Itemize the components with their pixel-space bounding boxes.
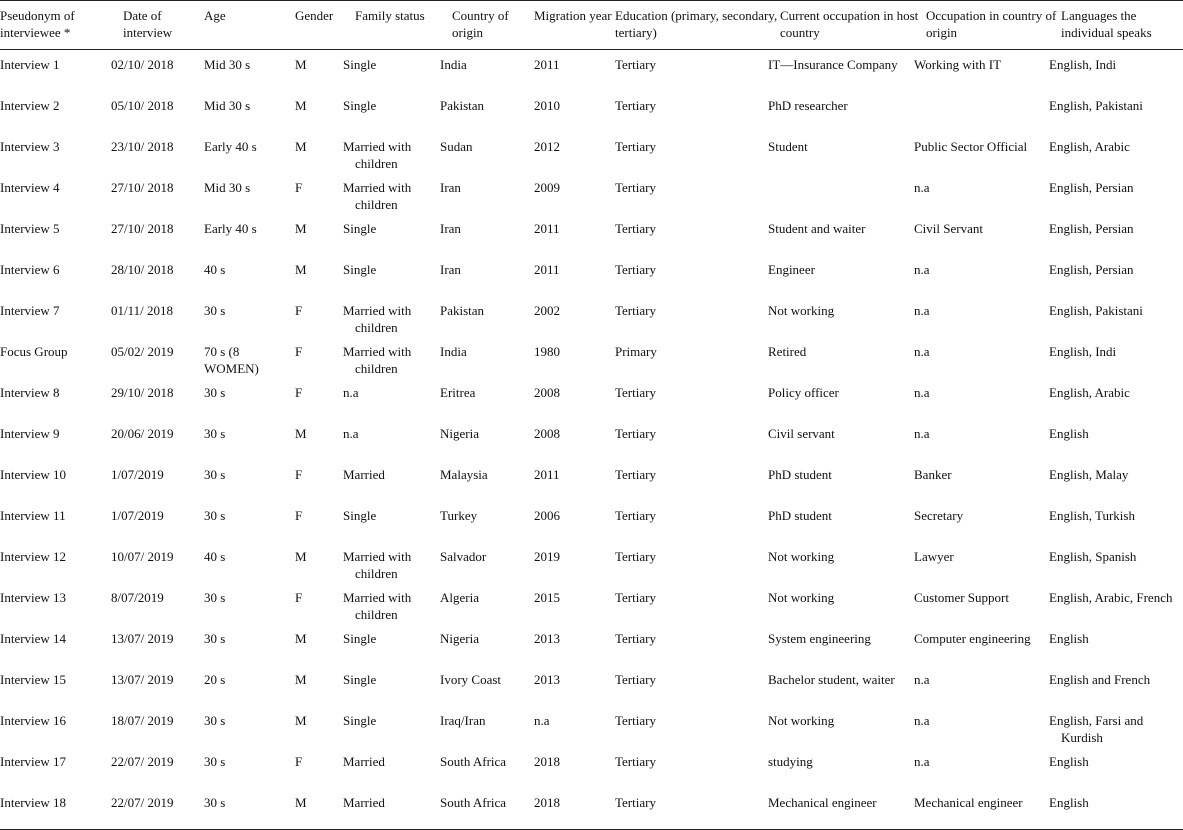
- cell-gender: M: [295, 262, 307, 277]
- table-row: [0, 50, 1183, 92]
- cell-gender: M: [295, 98, 307, 113]
- cell-languages: English: [1049, 631, 1089, 646]
- cell-languages: English, Persian: [1049, 221, 1134, 236]
- cell-origin-occupation: n.a: [914, 754, 930, 769]
- cell-languages: English, Turkish: [1049, 508, 1135, 523]
- cell-current-occupation: Not working: [768, 713, 835, 728]
- cell-age: 20 s: [204, 672, 226, 687]
- table-row: [0, 132, 1183, 173]
- cell-date: 1/07/2019: [111, 508, 164, 523]
- cell-age: 30 s: [204, 508, 226, 523]
- cell-education: Tertiary: [615, 139, 656, 154]
- cell-education: Tertiary: [615, 713, 656, 728]
- cell-migration-year: 2018: [534, 795, 560, 810]
- cell-languages: English, Pakistani: [1049, 303, 1143, 318]
- column-header-education: Education (primary, secondary, tertiary): [615, 8, 778, 40]
- cell-date: 1/07/2019: [111, 467, 164, 482]
- cell-pseudonym: Interview 15: [0, 672, 67, 687]
- cell-country: Turkey: [440, 508, 478, 523]
- cell-family-status: Married: [343, 754, 385, 769]
- cell-pseudonym: Interview 13: [0, 590, 67, 605]
- cell-education: Tertiary: [615, 57, 656, 72]
- cell-current-occupation: Not working: [768, 590, 835, 605]
- cell-gender: M: [295, 426, 307, 441]
- cell-family-status: Single: [343, 98, 377, 113]
- cell-family-status: Married with children: [343, 180, 412, 212]
- cell-age: Mid 30 s: [204, 98, 251, 113]
- cell-date: 20/06/ 2019: [111, 426, 174, 441]
- cell-pseudonym: Focus Group: [0, 344, 68, 359]
- cell-gender: M: [295, 57, 307, 72]
- cell-migration-year: 2011: [534, 467, 560, 482]
- cell-education: Tertiary: [615, 385, 656, 400]
- cell-migration-year: 2011: [534, 57, 560, 72]
- table-row: [0, 214, 1183, 255]
- cell-education: Primary: [615, 344, 657, 359]
- cell-origin-occupation: Secretary: [914, 508, 964, 523]
- cell-family-status: Single: [343, 262, 377, 277]
- column-header-country: Country of origin: [452, 8, 509, 40]
- table-header: [0, 1, 1183, 50]
- cell-date: 27/10/ 2018: [111, 221, 174, 236]
- cell-languages: English and French: [1049, 672, 1151, 687]
- cell-origin-occupation: Customer Support: [914, 590, 1009, 605]
- cell-origin-occupation: Mechanical engineer: [914, 795, 1023, 810]
- cell-current-occupation: Policy officer: [768, 385, 839, 400]
- cell-migration-year: 2006: [534, 508, 560, 523]
- cell-country: India: [440, 57, 467, 72]
- cell-country: Iran: [440, 262, 461, 277]
- cell-family-status: Married with children: [343, 303, 412, 335]
- cell-country: Iraq/Iran: [440, 713, 486, 728]
- table-row: [0, 337, 1183, 378]
- cell-current-occupation: Bachelor student, waiter: [768, 672, 895, 687]
- cell-education: Tertiary: [615, 508, 656, 523]
- column-header-migration-year: Migration year: [534, 8, 612, 23]
- header-row: [0, 1, 1183, 50]
- column-header-date: Date of interview: [123, 8, 173, 40]
- cell-current-occupation: Engineer: [768, 262, 815, 277]
- cell-gender: M: [295, 549, 307, 564]
- cell-languages: English, Persian: [1049, 262, 1134, 277]
- cell-gender: M: [295, 631, 307, 646]
- cell-migration-year: 2009: [534, 180, 560, 195]
- cell-gender: F: [295, 303, 303, 318]
- cell-country: Sudan: [440, 139, 473, 154]
- cell-country: Malaysia: [440, 467, 488, 482]
- cell-languages: English, Farsi and Kurdish: [1049, 713, 1144, 745]
- cell-country: Algeria: [440, 590, 479, 605]
- cell-age: 40 s: [204, 262, 226, 277]
- cell-family-status: Single: [343, 713, 377, 728]
- cell-family-status: Single: [343, 57, 377, 72]
- cell-languages: English, Arabic: [1049, 385, 1130, 400]
- cell-migration-year: 2011: [534, 262, 560, 277]
- cell-family-status: n.a: [343, 385, 359, 400]
- cell-migration-year: 2013: [534, 672, 560, 687]
- cell-origin-occupation: Working with IT: [914, 57, 1002, 72]
- cell-gender: M: [295, 139, 307, 154]
- cell-family-status: Married: [343, 795, 385, 810]
- cell-education: Tertiary: [615, 590, 656, 605]
- cell-age: 30 s: [204, 713, 226, 728]
- cell-gender: F: [295, 344, 303, 359]
- cell-age: Early 40 s: [204, 221, 257, 236]
- cell-family-status: Married with children: [343, 549, 412, 581]
- cell-migration-year: 2008: [534, 426, 560, 441]
- cell-languages: English, Spanish: [1049, 549, 1137, 564]
- cell-migration-year: 2015: [534, 590, 560, 605]
- cell-family-status: Married with children: [343, 139, 412, 171]
- cell-date: 22/07/ 2019: [111, 754, 174, 769]
- cell-gender: F: [295, 590, 303, 605]
- cell-education: Tertiary: [615, 98, 656, 113]
- cell-pseudonym: Interview 3: [0, 139, 60, 154]
- cell-migration-year: n.a: [534, 713, 550, 728]
- cell-current-occupation: [780, 173, 926, 214]
- cell-current-occupation: Not working: [768, 549, 835, 564]
- cell-date: 23/10/ 2018: [111, 139, 174, 154]
- cell-age: Mid 30 s: [204, 57, 251, 72]
- table-row: [0, 583, 1183, 624]
- cell-education: Tertiary: [615, 754, 656, 769]
- cell-origin-occupation: Banker: [914, 467, 952, 482]
- cell-date: 8/07/2019: [111, 590, 164, 605]
- column-header-current-occupation: Current occupation in host country: [780, 8, 919, 40]
- cell-education: Tertiary: [615, 221, 656, 236]
- cell-country: Salvador: [440, 549, 487, 564]
- cell-origin-occupation: Lawyer: [914, 549, 954, 564]
- table-row: [0, 706, 1183, 747]
- cell-origin-occupation: n.a: [914, 180, 930, 195]
- cell-pseudonym: Interview 2: [0, 98, 60, 113]
- cell-origin-occupation: n.a: [914, 303, 930, 318]
- cell-current-occupation: Retired: [768, 344, 807, 359]
- cell-family-status: Single: [343, 631, 377, 646]
- cell-age: 70 s (8 WOMEN): [204, 344, 259, 376]
- cell-languages: English, Indi: [1049, 57, 1117, 72]
- cell-family-status: n.a: [343, 426, 359, 441]
- column-header-gender: Gender: [295, 8, 334, 23]
- table-row: [0, 665, 1183, 706]
- table-row: [0, 255, 1183, 296]
- table-row: [0, 378, 1183, 419]
- cell-age: Early 40 s: [204, 139, 257, 154]
- column-header-family-status: Family status: [355, 8, 425, 23]
- cell-current-occupation: IT—Insurance Company: [768, 57, 898, 72]
- cell-age: 30 s: [204, 631, 226, 646]
- table-body: [0, 50, 1183, 830]
- cell-pseudonym: Interview 17: [0, 754, 67, 769]
- cell-gender: F: [295, 180, 303, 195]
- cell-origin-occupation: n.a: [914, 262, 930, 277]
- cell-migration-year: 2008: [534, 385, 560, 400]
- table-row: [0, 296, 1183, 337]
- cell-migration-year: 1980: [534, 344, 560, 359]
- cell-origin-occupation: Civil Servant: [914, 221, 983, 236]
- cell-gender: M: [295, 672, 307, 687]
- cell-pseudonym: Interview 1: [0, 57, 60, 72]
- cell-age: 30 s: [204, 385, 226, 400]
- cell-languages: English, Indi: [1049, 344, 1117, 359]
- cell-date: 18/07/ 2019: [111, 713, 174, 728]
- table-row: [0, 624, 1183, 665]
- cell-migration-year: 2002: [534, 303, 560, 318]
- cell-current-occupation: Not working: [768, 303, 835, 318]
- cell-date: 01/11/ 2018: [111, 303, 173, 318]
- cell-migration-year: 2019: [534, 549, 560, 564]
- table-row: [0, 91, 1183, 132]
- cell-languages: English: [1049, 795, 1089, 810]
- cell-gender: M: [295, 713, 307, 728]
- cell-date: 29/10/ 2018: [111, 385, 174, 400]
- cell-current-occupation: Mechanical engineer: [768, 795, 877, 810]
- column-header-languages: Languages the individual speaks: [1061, 8, 1152, 40]
- cell-family-status: Married with children: [343, 344, 412, 376]
- cell-education: Tertiary: [615, 180, 656, 195]
- table-row: [0, 173, 1183, 214]
- cell-origin-occupation: Computer engineering: [914, 631, 1031, 646]
- cell-origin-occupation: n.a: [914, 426, 930, 441]
- cell-pseudonym: Interview 9: [0, 426, 60, 441]
- cell-country: Iran: [440, 180, 461, 195]
- cell-country: South Africa: [440, 795, 507, 810]
- cell-date: 02/10/ 2018: [111, 57, 174, 72]
- cell-gender: F: [295, 385, 303, 400]
- cell-country: Nigeria: [440, 631, 479, 646]
- cell-date: 27/10/ 2018: [111, 180, 174, 195]
- cell-education: Tertiary: [615, 262, 656, 277]
- cell-gender: M: [295, 795, 307, 810]
- cell-age: 30 s: [204, 795, 226, 810]
- cell-languages: English, Persian: [1049, 180, 1134, 195]
- cell-age: 40 s: [204, 549, 226, 564]
- cell-family-status: Married: [343, 467, 385, 482]
- cell-origin-occupation: n.a: [914, 385, 930, 400]
- cell-languages: English, Arabic, French: [1049, 590, 1173, 605]
- cell-pseudonym: Interview 7: [0, 303, 60, 318]
- cell-country: India: [440, 344, 467, 359]
- cell-country: Pakistan: [440, 303, 485, 318]
- cell-origin-occupation: n.a: [914, 344, 930, 359]
- cell-migration-year: 2011: [534, 221, 560, 236]
- cell-family-status: Single: [343, 508, 377, 523]
- cell-pseudonym: Interview 14: [0, 631, 67, 646]
- cell-pseudonym: Interview 16: [0, 713, 67, 728]
- cell-date: 10/07/ 2019: [111, 549, 174, 564]
- cell-education: Tertiary: [615, 467, 656, 482]
- cell-education: Tertiary: [615, 631, 656, 646]
- cell-origin-occupation: n.a: [914, 672, 930, 687]
- cell-age: 30 s: [204, 754, 226, 769]
- cell-pseudonym: Interview 18: [0, 795, 67, 810]
- cell-gender: F: [295, 467, 303, 482]
- cell-gender: F: [295, 754, 303, 769]
- cell-country: South Africa: [440, 754, 507, 769]
- cell-languages: English: [1049, 426, 1089, 441]
- cell-family-status: Single: [343, 221, 377, 236]
- cell-age: 30 s: [204, 303, 226, 318]
- cell-pseudonym: Interview 10: [0, 467, 67, 482]
- cell-current-occupation: Student: [768, 139, 808, 154]
- cell-pseudonym: Interview 4: [0, 180, 60, 195]
- cell-country: Pakistan: [440, 98, 485, 113]
- cell-country: Nigeria: [440, 426, 479, 441]
- cell-current-occupation: System engineering: [768, 631, 871, 646]
- cell-migration-year: 2010: [534, 98, 560, 113]
- cell-current-occupation: Student and waiter: [768, 221, 866, 236]
- cell-education: Tertiary: [615, 795, 656, 810]
- cell-gender: M: [295, 221, 307, 236]
- table-row: [0, 747, 1183, 788]
- table-row: [0, 501, 1183, 542]
- cell-country: Ivory Coast: [440, 672, 502, 687]
- cell-pseudonym: Interview 12: [0, 549, 67, 564]
- cell-languages: English, Pakistani: [1049, 98, 1143, 113]
- cell-pseudonym: Interview 6: [0, 262, 60, 277]
- cell-origin-occupation: Public Sector Official: [914, 139, 1028, 154]
- cell-education: Tertiary: [615, 426, 656, 441]
- cell-family-status: Married with children: [343, 590, 412, 622]
- cell-age: 30 s: [204, 426, 226, 441]
- cell-migration-year: 2012: [534, 139, 560, 154]
- cell-date: 05/02/ 2019: [111, 344, 174, 359]
- cell-date: 13/07/ 2019: [111, 631, 174, 646]
- cell-languages: English: [1049, 754, 1089, 769]
- cell-languages: English, Arabic: [1049, 139, 1130, 154]
- cell-current-occupation: PhD researcher: [768, 98, 848, 113]
- table-row: [0, 419, 1183, 460]
- cell-origin-occupation: n.a: [914, 713, 930, 728]
- cell-age: Mid 30 s: [204, 180, 251, 195]
- cell-country: Eritrea: [440, 385, 476, 400]
- cell-age: 30 s: [204, 467, 226, 482]
- cell-current-occupation: Civil servant: [768, 426, 835, 441]
- table-row: [0, 788, 1183, 830]
- cell-education: Tertiary: [615, 672, 656, 687]
- cell-family-status: Single: [343, 672, 377, 687]
- cell-origin-occupation: [926, 91, 1061, 132]
- cell-date: 28/10/ 2018: [111, 262, 174, 277]
- cell-current-occupation: PhD student: [768, 467, 832, 482]
- cell-gender: F: [295, 508, 303, 523]
- cell-pseudonym: Interview 11: [0, 508, 66, 523]
- cell-education: Tertiary: [615, 303, 656, 318]
- cell-pseudonym: Interview 5: [0, 221, 60, 236]
- column-header-pseudonym: Pseudonym of interviewee *: [0, 8, 75, 40]
- column-header-age: Age: [204, 8, 226, 23]
- cell-age: 30 s: [204, 590, 226, 605]
- cell-languages: English, Malay: [1049, 467, 1129, 482]
- cell-migration-year: 2018: [534, 754, 560, 769]
- cell-education: Tertiary: [615, 549, 656, 564]
- cell-pseudonym: Interview 8: [0, 385, 60, 400]
- table-row: [0, 460, 1183, 501]
- cell-migration-year: 2013: [534, 631, 560, 646]
- cell-country: Iran: [440, 221, 461, 236]
- column-header-origin-occupation: Occupation in country of origin: [926, 8, 1057, 40]
- cell-current-occupation: studying: [768, 754, 813, 769]
- cell-current-occupation: PhD student: [768, 508, 832, 523]
- table-row: [0, 542, 1183, 583]
- cell-date: 13/07/ 2019: [111, 672, 174, 687]
- cell-date: 05/10/ 2018: [111, 98, 174, 113]
- cell-date: 22/07/ 2019: [111, 795, 174, 810]
